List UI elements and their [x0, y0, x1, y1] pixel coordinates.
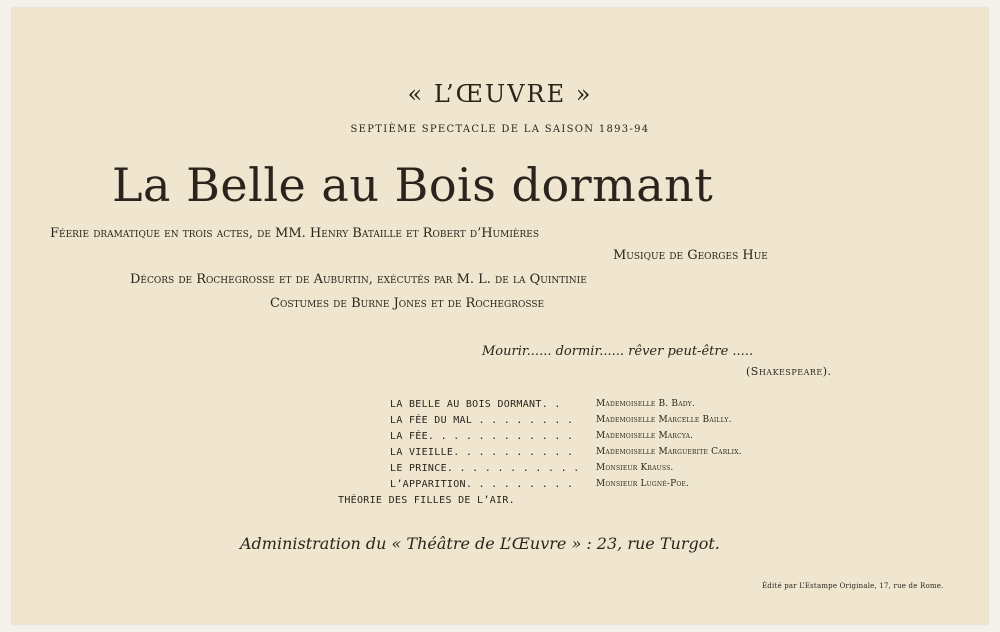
play-music: Musique de Georges Hue	[613, 248, 768, 263]
cast-actor: Mademoiselle Marguerite Carlix.	[596, 447, 742, 457]
theatre-title: « L’ŒUVRE »	[407, 80, 593, 108]
epigraph-quote: Mourir...... dormir...... rêver peut-être .....	[482, 344, 754, 359]
cast-ensemble: THÉORIE DES FILLES DE L’AIR.	[338, 495, 515, 506]
cast-actor: Mademoiselle Marcelle Bailly.	[596, 415, 732, 425]
cast-role: L’APPARITION. . . . . . . . .	[390, 479, 574, 490]
cast-actor: Mademoiselle Marcya.	[596, 431, 694, 441]
cast-role: LE PRINCE. . . . . . . . . . .	[390, 463, 580, 474]
epigraph-author: (Shakespeare).	[746, 365, 832, 378]
play-authors: Féerie dramatique en trois actes, de MM. Henry Bataille et Robert d’Humières	[50, 226, 539, 241]
program-sheet	[12, 8, 988, 624]
season-subtitle: SEPTIÈME SPECTACLE DE LA SAISON 1893-94	[350, 124, 650, 135]
administration-line: Administration du « Théâtre de L’Œuvre » : 23, rue Turgot.	[240, 534, 720, 553]
cast-role: LA BELLE AU BOIS DORMANT. .	[390, 399, 561, 410]
cast-role: LA FÉE. . . . . . . . . . . .	[390, 431, 574, 442]
play-title: La Belle au Bois dormant	[112, 158, 714, 212]
cast-actor: Monsieur Lugné-Poe.	[596, 479, 690, 489]
play-costumes: Costumes de Burne Jones et de Rochegrosse	[270, 296, 545, 311]
cast-actor: Monsieur Krauss.	[596, 463, 674, 473]
cast-role: LA FÉE DU MAL . . . . . . . .	[390, 415, 574, 426]
publisher-credit: Édité par L’Estampe Originale, 17, rue de Rome.	[762, 582, 944, 590]
play-decors: Décors de Rochegrosse et de Auburtin, exécutés par M. L. de la Quintinie	[130, 272, 587, 287]
cast-role: LA VIEILLE. . . . . . . . . .	[390, 447, 574, 458]
cast-actor: Mademoiselle B. Bady.	[596, 399, 695, 409]
